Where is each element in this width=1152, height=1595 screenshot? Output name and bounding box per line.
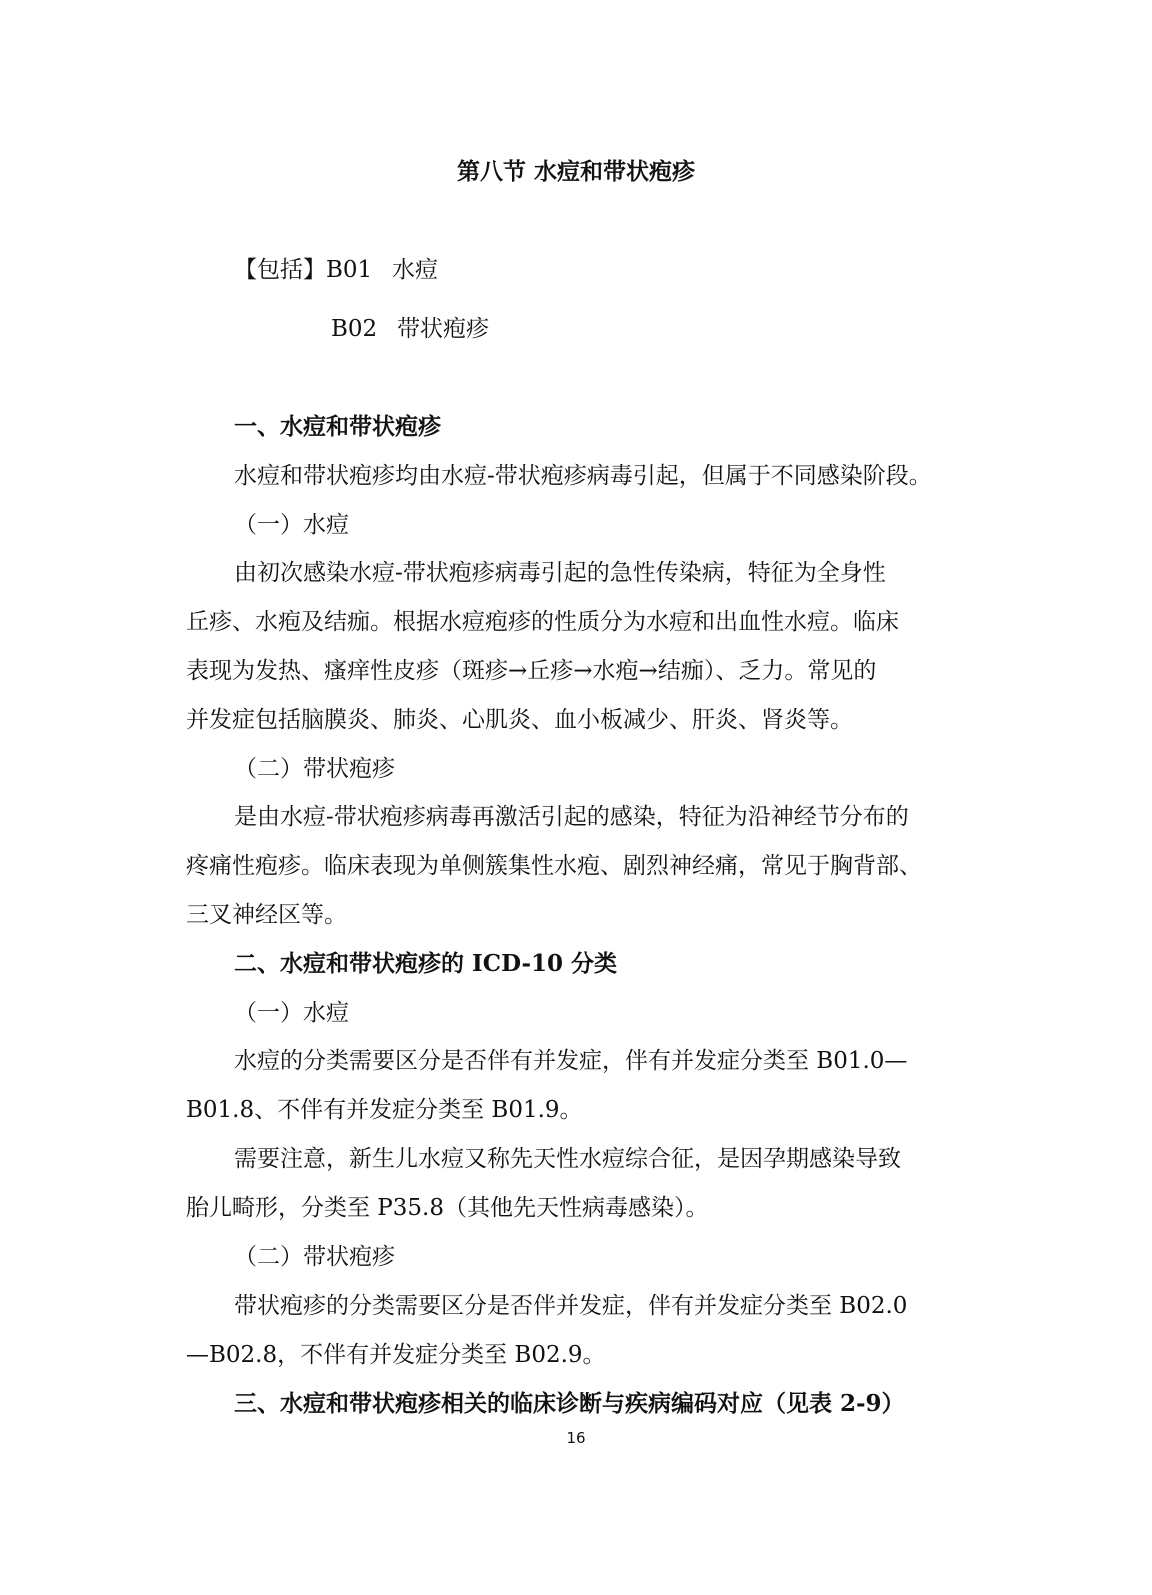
- paragraph-line: B01.8、不伴有并发症分类至 B01.9。: [186, 1097, 583, 1123]
- subheading: （二）带状疱疹: [234, 756, 395, 782]
- page-number: 16: [566, 1429, 586, 1447]
- include-item-1: [234, 255, 438, 285]
- include-label: 【包括】: [234, 257, 326, 283]
- heading-1: 一、水痘和带状疱疹: [234, 413, 441, 440]
- include-name: 水痘: [392, 257, 438, 283]
- paragraph-line: 需要注意，新生儿水痘又称先天性水痘综合征，是因孕期感染导致: [234, 1146, 901, 1172]
- heading-2: 二、水痘和带状疱疹的 ICD-10 分类: [234, 950, 618, 977]
- paragraph-line: 是由水痘-带状疱疹病毒再激活引起的感染，特征为沿神经节分布的: [234, 804, 909, 830]
- paragraph-line: 胎儿畸形，分类至 P35.8（其他先天性病毒感染）。: [186, 1195, 709, 1221]
- paragraph-line: 并发症包括脑膜炎、肺炎、心肌炎、血小板减少、肝炎、肾炎等。: [186, 707, 853, 733]
- paragraph-line: 带状疱疹的分类需要区分是否伴并发症，伴有并发症分类至 B02.0: [234, 1293, 908, 1319]
- subheading: （一）水痘: [234, 512, 349, 538]
- paragraph-line: 丘疹、水疱及结痂。根据水痘疱疹的性质分为水痘和出血性水痘。临床: [186, 609, 899, 635]
- include-name: 带状疱疹: [397, 316, 489, 342]
- include-item-2: [331, 314, 489, 344]
- paragraph-line: 由初次感染水痘-带状疱疹病毒引起的急性传染病，特征为全身性: [234, 560, 886, 586]
- paragraph-line: 疼痛性疱疹。临床表现为单侧簇集性水疱、剧烈神经痛，常见于胸背部、: [186, 853, 922, 879]
- paragraph-line: 表现为发热、瘙痒性皮疹（斑疹→丘疹→水疱→结痂）、乏力。常见的: [186, 658, 877, 684]
- paragraph-line: 水痘的分类需要区分是否伴有并发症，伴有并发症分类至 B01.0—: [234, 1048, 908, 1074]
- include-code: B01: [326, 257, 373, 283]
- paragraph-line: 水痘和带状疱疹均由水痘-带状疱疹病毒引起，但属于不同感染阶段。: [234, 463, 932, 489]
- paragraph-line: —B02.8，不伴有并发症分类至 B02.9。: [186, 1342, 606, 1368]
- include-code: B02: [331, 316, 378, 342]
- subheading: （一）水痘: [234, 1000, 349, 1026]
- section-title: 第八节 水痘和带状疱疹: [456, 158, 695, 185]
- paragraph-line: 三叉神经区等。: [186, 902, 347, 928]
- subheading: （二）带状疱疹: [234, 1244, 395, 1270]
- heading-3: 三、水痘和带状疱疹相关的临床诊断与疾病编码对应（见表 2-9）: [234, 1390, 905, 1417]
